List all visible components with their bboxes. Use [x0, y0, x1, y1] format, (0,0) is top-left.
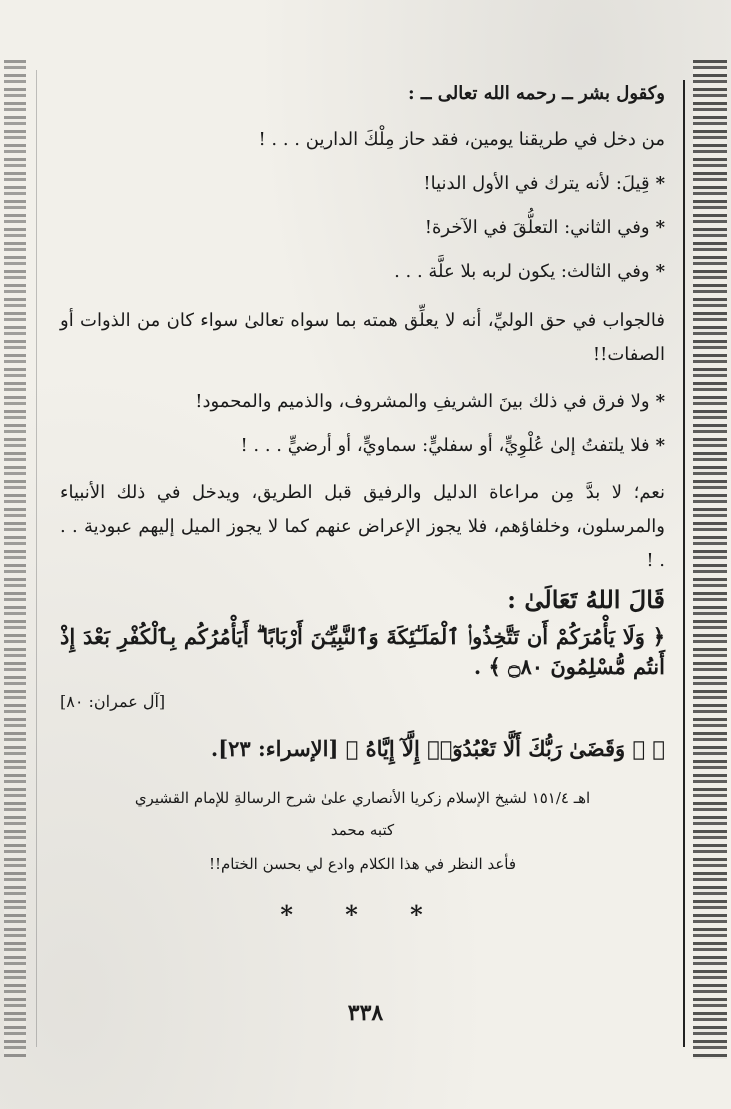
bullet-asterisk-icon: *	[655, 173, 665, 194]
bullet-asterisk-icon: *	[655, 391, 665, 412]
bullet-line-3: *وفي الثالث: يكون لربه بلا علَّة . . .	[394, 261, 665, 282]
bullet-line-2: *وفي الثاني: التعلُّقَ في الآخرة!	[424, 217, 665, 238]
margin-rule-left	[36, 70, 37, 1047]
margin-rule-right	[683, 80, 685, 1047]
text-line-1: وكقول بشر ــ رحمه الله تعالى ــ :	[408, 83, 665, 104]
closing-note: فأعد النظر في هذا الكلام وادع لي بحسن الختام!!	[208, 855, 517, 873]
source-note: اهـ ١٥١/٤ لشيخ الإسلام زكريا الأنصاري علىٰ شرح الرسالةِ للإمام القشيري	[134, 789, 591, 807]
author-note: كتبه محمد	[330, 821, 395, 839]
quran-intro-heading: قَالَ اللهُ تَعَالَىٰ :	[507, 585, 665, 614]
bullet-line-4: *ولا فرق في ذلك بينَ الشريفِ والمشروف، والذميم والمحمود!	[195, 391, 665, 412]
paragraph-1: فالجواب في حق الوليِّ، أنه لا يعلِّق همته بما سواه تعالىٰ سواء كان من الذوات أو الصفات!!	[60, 310, 665, 365]
page-number: ٣٣٨	[347, 1000, 384, 1026]
text-line-2: من دخل في طريقنا يومين، فقد حاز مِلْكَ الدارين . . . !	[258, 129, 665, 150]
page-content	[60, 84, 665, 953]
bullet-asterisk-icon: *	[655, 435, 665, 456]
bullet-line-1: *قِيلَ: لأنه يترك في الأول الدنيا!	[423, 173, 665, 194]
section-divider: * * *	[280, 900, 445, 929]
bullet-line-5: *فلا يلتفتُ إلىٰ عُلْوِيٍّ، أو سفليٍّ: سماويٍّ، أو أرضيٍّ . . . !	[240, 435, 665, 456]
decorative-border-left	[4, 60, 26, 1059]
decorative-border-right	[693, 60, 727, 1059]
paragraph-2: نعم؛ لا بدَّ مِن مراعاة الدليل والرفيق قبل الطريق، ويدخل في ذلك الأنبياء والمرسلون، وخلفاؤهم، فلا يجوز الإعراض عنهم كما لا يجوز الميل إليهم عبودية . . . !	[60, 482, 665, 571]
bullet-asterisk-icon: *	[655, 261, 665, 282]
quran-verse-1: ﴿ وَلَا يَأْمُرَكُمْ أَن تَتَّخِذُوا۟ ٱلْمَلَـٰٓئِكَةَ وَٱلنَّبِيِّـۧنَ أَرْبَابًا ۗ أَيَأْمُرُكُم بِٱلْكُفْرِ بَعْدَ إِذْ أَنتُم مُّسْلِمُونَ ۝٨٠ ﴾ .	[60, 624, 665, 679]
quran-verse-2: ﴿ ۞ وَقَضَىٰ رَبُّكَ أَلَّا تَعْبُدُوٓا۟ إِلَّآ إِيَّاهُ ﴾ [الإسراء: ٢٣].	[210, 736, 665, 761]
bullet-asterisk-icon: *	[655, 217, 665, 238]
verse-reference-1: [آل عمران: ٨٠]	[60, 692, 166, 711]
